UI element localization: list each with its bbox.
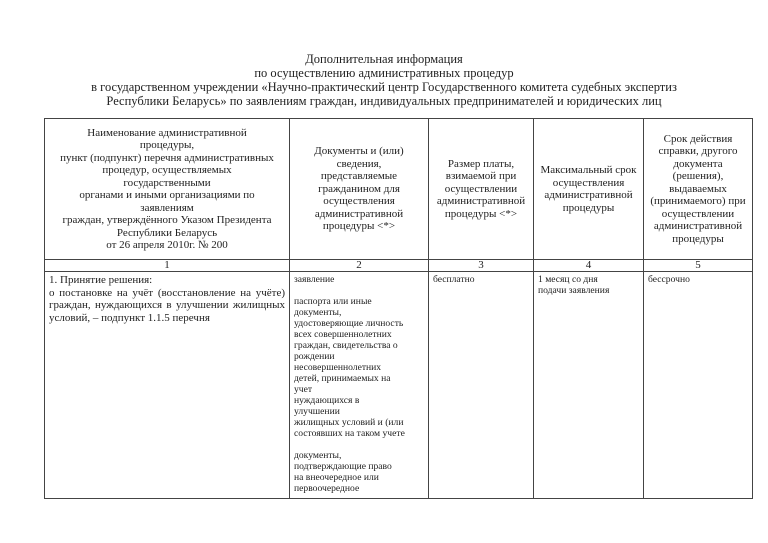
header-line: административной	[544, 189, 633, 201]
title-line: по осуществлению административных процедур	[254, 66, 514, 80]
header-line: Документы и (или)	[314, 145, 404, 158]
document-line: рождении	[294, 351, 335, 362]
header-line: выдаваемых	[669, 182, 727, 195]
document-line: паспорта или иные	[294, 296, 372, 307]
header-line: Срок действия	[663, 132, 733, 145]
document-line: учет	[294, 384, 313, 395]
document-line: нуждающихся в	[294, 395, 360, 406]
document-title	[0, 52, 768, 108]
procedure-heading: 1. Принятие решения:	[49, 274, 153, 286]
header-line: осуществлении	[444, 182, 518, 195]
header-line: представляемые	[320, 170, 398, 183]
header-line: от 26 апреля 2010г. № 200	[106, 239, 228, 251]
header-fee	[429, 119, 534, 260]
header-line: осуществлении	[661, 207, 735, 220]
document-item	[294, 450, 424, 494]
column-number: 3	[429, 260, 534, 272]
document-line: детей, принимаемых на	[294, 373, 391, 384]
header-validity	[644, 119, 753, 260]
header-line: гражданином для	[318, 182, 400, 195]
fee-cell: бесплатно	[429, 272, 534, 499]
header-documents	[290, 119, 429, 260]
validity-cell: бессрочно	[644, 272, 753, 499]
header-line: заявлениям	[140, 201, 194, 214]
document-line: документы,	[294, 307, 342, 318]
documents-cell	[290, 272, 429, 499]
procedure-cell	[45, 272, 290, 499]
spacer	[294, 285, 424, 296]
document-line: несовершеннолетних	[294, 362, 382, 373]
document-line: первоочередное	[294, 483, 360, 494]
document-line: на внеочередное или	[294, 472, 379, 483]
document-line: состоявших на таком учете	[294, 428, 405, 439]
column-number-row	[45, 260, 753, 272]
header-line: пункт (подпункт) перечня административных	[60, 151, 274, 164]
header-line: Размер платы,	[447, 157, 515, 170]
header-line: административной	[314, 207, 404, 220]
header-line: взимаемой при	[445, 170, 517, 183]
header-line: Республики Беларусь	[116, 226, 218, 239]
document-line: заявление	[294, 274, 335, 285]
header-line: процедуры <*>	[322, 220, 396, 233]
max-term-cell	[534, 272, 644, 499]
header-line: процедуры	[672, 232, 724, 245]
title-line: Дополнительная информация	[305, 52, 463, 66]
header-line: граждан, утверждённого Указом Президента	[62, 214, 272, 226]
table-row	[45, 272, 753, 499]
header-line: процедуры,	[139, 139, 195, 151]
max-term-line: подачи заявления	[538, 285, 610, 296]
document-line: подтверждающие право	[294, 461, 392, 472]
header-line: (решения),	[672, 170, 724, 183]
header-procedure-name	[45, 119, 290, 260]
header-line: процедуры <*>	[444, 207, 518, 220]
header-line: осуществления	[323, 195, 395, 208]
header-line: Наименование административной	[87, 126, 247, 139]
document-item	[294, 296, 424, 439]
title-line: Республики Беларусь» по заявлениям граждан, индивидуальных предпринимателей и юридических лиц	[106, 94, 662, 108]
title-line: в государственном учреждении «Научно-практический центр Государственного комитета судебных экспертиз	[91, 80, 677, 94]
column-number: 5	[644, 260, 753, 272]
header-line: государственными	[123, 176, 211, 189]
header-line: документа	[673, 157, 723, 170]
procedures-table	[44, 118, 753, 499]
document-line: улучшении	[294, 406, 340, 417]
procedure-text: о постановке на учёт (восстановление на учёте) граждан, нуждающихся в улучшении жилищных условий, – подпункт 1.1.5 перечня	[49, 286, 285, 324]
spacer	[294, 439, 424, 450]
max-term-line: 1 месяц со дня	[538, 274, 598, 285]
header-line: осуществления	[552, 176, 625, 189]
header-line: (принимаемого) при	[650, 195, 746, 208]
header-line: процедуры	[562, 201, 615, 214]
document-line: документы,	[294, 450, 342, 461]
document-line: жилищных условий и (или	[294, 417, 404, 428]
document-line: всех совершеннолетних	[294, 329, 392, 340]
header-line: административной	[436, 195, 526, 208]
column-number: 4	[534, 260, 644, 272]
header-line: органами и иными организациями по	[79, 189, 255, 201]
header-line: процедур, осуществляемых	[102, 164, 232, 176]
header-line: сведения,	[336, 157, 382, 170]
header-line: справки, другого	[658, 145, 738, 158]
column-number: 1	[45, 260, 290, 272]
document-item	[294, 274, 424, 285]
header-line: административной	[653, 220, 743, 233]
header-max-term	[534, 119, 644, 260]
header-line: Максимальный срок	[540, 164, 637, 176]
table-header-row	[45, 119, 753, 260]
column-number: 2	[290, 260, 429, 272]
document-line: удостоверяющие личность	[294, 318, 404, 329]
document-line: граждан, свидетельства о	[294, 340, 398, 351]
